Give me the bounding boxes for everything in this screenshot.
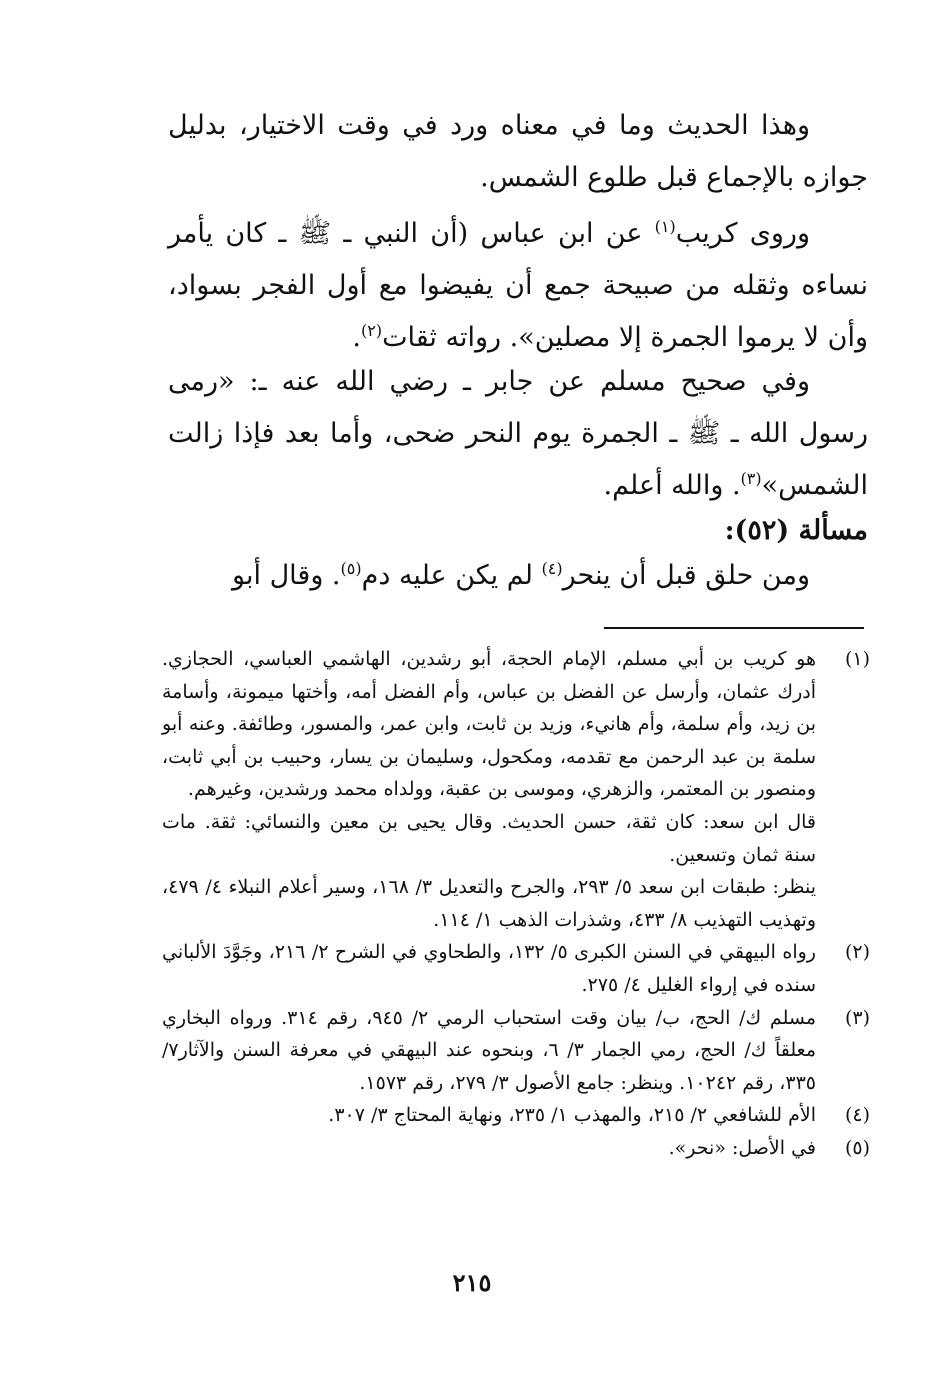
text-run: وفي صحيح مسلم عن جابر ـ رضي الله عنه ـ: «رمى رسول الله ـ ﷺ ـ الجمرة يوم النحر ضحى، وأما بعد فإذا زالت الشمس» — [168, 366, 868, 501]
footnote-number: (٣) — [844, 1006, 870, 1029]
footnote-number: (٥) — [844, 1136, 870, 1159]
footnote-number: (١) — [844, 648, 870, 670]
footnote-ref[interactable]: (١) — [654, 217, 676, 236]
footnote-text: في الأصل: «نحر». — [668, 1136, 816, 1159]
footnote-text: هو كريب بن أبي مسلم، الإمام الحجة، أبو رشدين، الهاشمي العباسي، الحجازي. أدرك عثمان، وأرسل عن الفضل بن عباس، وأم الفضل أمه، وأختها ميمونة، وأسامة بن زيد، وأم سلمة، وأم هانيء، وزيد بن ثابت، وابن عمر، والمسور، وطائفة. وعنه أبو سلمة بن عبد الرحمن مع تقدمه، ومكحول، وسليمان بن يسار، وحبيب بن أبي ثابت، ومنصور بن المعتمر، والزهري، وموسى بن عقبة، وولداه محمد ورشدين، وغيرهم. — [162, 648, 816, 801]
footnote-5 — [162, 1132, 870, 1165]
paragraph-text — [168, 550, 868, 602]
footnote-text: الأم للشافعي ٢/ ٢١٥، والمهذب ١/ ٢٣٥، ونهاية المحتاج ٣/ ٣٠٧. — [328, 1104, 816, 1127]
text-run: . والله أعلم. — [603, 470, 741, 501]
main-paragraph-2 — [168, 208, 868, 364]
footnotes — [162, 643, 870, 1165]
paragraph-text: وهذا الحديث وما في معناه ورد في وقت الاختيار، بدليل جوازه بالإجماع قبل طلوع الشمس. — [168, 110, 868, 193]
footnote-ref[interactable]: (٣) — [740, 469, 762, 488]
paragraph-text — [168, 356, 868, 512]
footnote-2 — [162, 936, 870, 1001]
text-run: لم يكن عليه دم — [361, 560, 542, 591]
footnote-number: (٤) — [844, 1104, 870, 1127]
section-heading: مسألة (٥٢): — [724, 515, 868, 546]
footnote-3 — [162, 1002, 870, 1100]
footnote-text: مسلم ك/ الحج، ب/ بيان وقت استحباب الرمي ٢/ ٩٤٥، رقم ٣١٤. ورواه البخاري معلقاً ك/ الحج، رمي الجمار ٣/ ٦، وبنحوه عند البيهقي في معرفة السنن والآثار٧/ ٣٣٥، رقم ١٠٢٤٢. وينظر: جامع الأصول ٣/ ٢٧٩، رقم ١٥٧٣. — [162, 1006, 816, 1094]
main-paragraph-3 — [168, 356, 868, 512]
footnote-text: ينظر: طبقات ابن سعد ٥/ ٢٩٣، والجرح والتعديل ٣/ ١٦٨، وسير أعلام النبلاء ٤/ ٤٧٩، وتهذيب التهذيب ٨/ ٤٣٣، وشذرات الذهب ١/ ١١٤. — [162, 876, 816, 931]
text-run: ومن حلق قبل أن ينحر — [562, 560, 810, 591]
footnote-ref[interactable]: (٥) — [340, 559, 362, 578]
footnote-4 — [162, 1099, 870, 1132]
main-paragraph-1 — [168, 100, 868, 204]
footnote-text: قال ابن سعد: كان ثقة، حسن الحديث. وقال يحيى بن معين والنسائي: ثقة. مات سنة ثمان وتسعين. — [162, 810, 816, 866]
footnote-number: (٢) — [844, 941, 870, 964]
text-run: عن ابن عباس (أن النبي ـ ﷺ ـ كان يأمر نساءه وثقله من صبيحة جمع أن يفيضوا مع أول الفجر بسواد، وأن لا يرموا الجمرة إلا مصلين». رواته ثقات — [168, 218, 868, 353]
text-run: وروى كريب — [675, 218, 810, 249]
main-paragraph-4 — [168, 550, 868, 602]
footnote-separator — [604, 627, 864, 629]
text-run: . وقال أبو — [232, 560, 341, 591]
text-run: . — [352, 322, 362, 353]
page-number: ٢١٥ — [452, 1268, 492, 1297]
paragraph-text — [168, 208, 868, 364]
footnote-text: رواه البيهقي في السنن الكبرى ٥/ ١٣٢، والطحاوي في الشرح ٢/ ٢١٦، وجَوَّدَ الألباني سنده في إرواء الغليل ٤/ ٢٧٥. — [162, 941, 816, 996]
footnote-ref[interactable]: (٢) — [361, 321, 383, 340]
footnote-1 — [162, 643, 870, 936]
footnote-ref[interactable]: (٤) — [541, 559, 563, 578]
